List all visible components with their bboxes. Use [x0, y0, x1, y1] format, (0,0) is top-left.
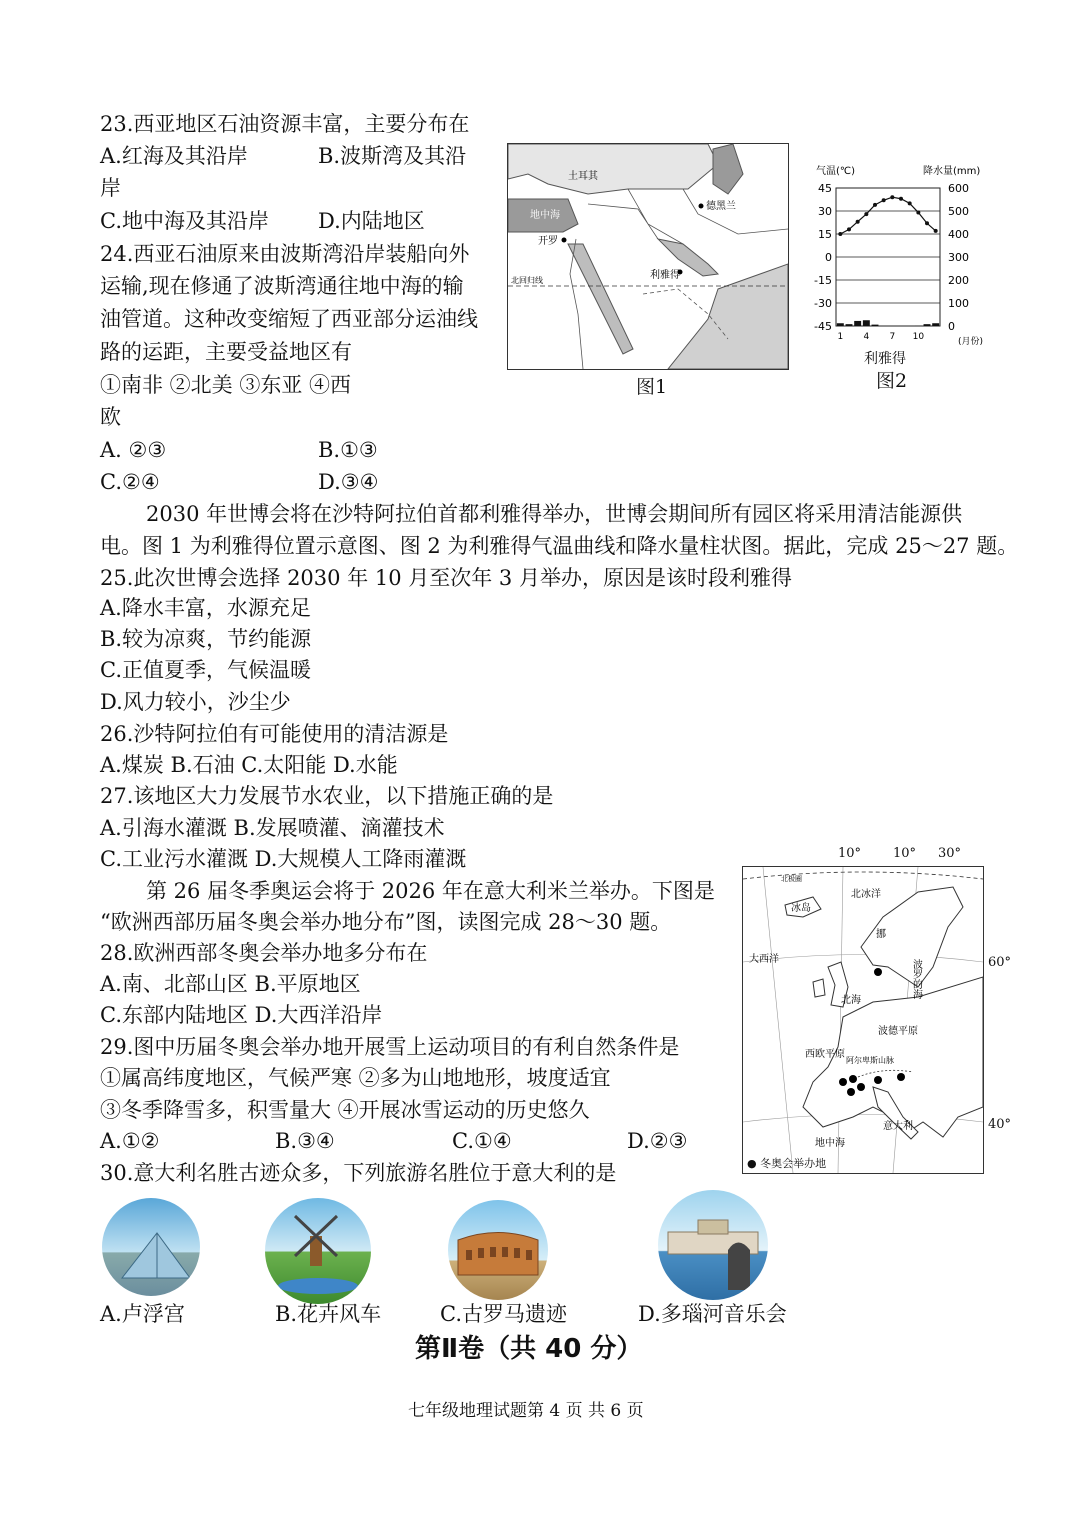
q25-option-c: C.正值夏季，气候温暖 [100, 658, 311, 682]
month-unit-label: (月份) [958, 337, 984, 347]
q25-stem: 25.此次世博会选择 2030 年 10 月至次年 3 月举办，原因是该时段利雅得 [100, 566, 792, 590]
q28-stem: 28.欧洲西部冬奥会举办地多分布在 [100, 941, 428, 965]
q23-option-a: A.红海及其沿岸 [100, 144, 248, 168]
figure2-climate-chart [808, 160, 998, 390]
precip-tick-label: 600 [948, 182, 969, 195]
q24-line3: 油管道。这种改变缩短了西亚部分运油线 [100, 307, 478, 331]
tehran-label: 德黑兰 [706, 201, 736, 212]
italy-label: 意大利 [883, 1121, 913, 1132]
temp-tick-label: -45 [814, 320, 832, 333]
precip-bar [932, 323, 939, 326]
iceland-label: 冰岛 [791, 903, 811, 914]
precip-tick-label: 500 [948, 205, 969, 218]
temp-point [899, 197, 903, 201]
month-tick-label: 1 [837, 332, 844, 342]
temp-point [908, 201, 912, 205]
intro1-line2: 电。图 1 为利雅得位置示意图、图 2 为利雅得气温曲线和降水量柱状图。据此，完成 25～27 题。 [100, 534, 1019, 558]
lat-tick-40: 40° [988, 1117, 1012, 1132]
temp-point [882, 198, 886, 202]
q24-option-a: A. ②③ [100, 438, 167, 462]
month-tick-label: 4 [863, 332, 870, 342]
q30-option-c: C.古罗马遗迹 [440, 1302, 567, 1326]
q24-line2: 运输,现在修通了波斯湾通往地中海的输 [100, 274, 464, 298]
q27-options-ab: A.引海水灌溉 B.发展喷灌、滴灌技术 [100, 816, 445, 840]
louvre-image [102, 1198, 200, 1296]
colosseum-image [448, 1200, 548, 1300]
climate-city-label: 利雅得 [864, 351, 906, 367]
lon-tick-2: 10° [893, 846, 917, 861]
host-city-dot [849, 1075, 857, 1083]
q24-options: ①南非 ②北美 ③东亚 ④西 [100, 373, 352, 397]
borders [588, 189, 788, 244]
q23-stem: 23.西亚地区石油资源丰富，主要分布在 [100, 112, 470, 136]
intro1-line1: 2030 年世博会将在沙特阿拉伯首都利雅得举办，世博会期间所有园区将采用清洁能源供 [146, 502, 963, 526]
q29-options-12: ①属高纬度地区，气候严寒 ②多为山地地形，坡度适宜 [100, 1066, 611, 1090]
temp-point [856, 220, 860, 224]
danube-svg [658, 1190, 768, 1300]
host-city-dot [874, 968, 882, 976]
q25-option-b: B.较为凉爽，节约能源 [100, 627, 312, 651]
louvre-pyramid-svg [102, 1198, 200, 1296]
figure1-caption: 图1 [636, 376, 668, 398]
precip-bar [863, 320, 870, 326]
danube-image [658, 1190, 768, 1300]
q25-option-d: D.风力较小，沙尘少 [100, 690, 291, 714]
north-sea-label: 北海 [841, 995, 861, 1006]
med-label: 地中海 [530, 210, 560, 221]
temp-point [934, 229, 938, 233]
west-plain-label: 西欧平原 [805, 1049, 845, 1060]
temp-tick-label: 15 [818, 228, 832, 241]
arabian-sea [668, 264, 788, 369]
temp-point [916, 211, 920, 215]
q29-option-d: D.②③ [627, 1129, 688, 1153]
precip-tick-label: 100 [948, 297, 969, 310]
q25-option-a: A.降水丰富，水源充足 [100, 596, 311, 620]
arctic-ocean-label: 北冰洋 [851, 889, 881, 900]
climate-chart-svg [808, 160, 998, 360]
figure2-caption: 图2 [876, 370, 908, 392]
intro2-line2: “欧洲西部历届冬奥会举办地分布”图，读图完成 28～30 题。 [100, 910, 672, 934]
map-legend: ● 冬奥会举办地 [747, 1157, 827, 1170]
host-city-dot [847, 1088, 855, 1096]
temp-point [873, 203, 877, 207]
alps-label: 阿尔卑斯山脉 [846, 1056, 894, 1065]
q26-stem: 26.沙特阿拉伯有可能使用的清洁源是 [100, 722, 449, 746]
lat-tick-60: 60° [988, 955, 1012, 970]
cairo-dot [562, 238, 567, 243]
precip-bar [872, 325, 879, 326]
temp-point [847, 227, 851, 231]
arctic-circle-label: 北极圈 [781, 875, 802, 883]
precip-tick-label: 200 [948, 274, 969, 287]
q29-option-a: A.①② [100, 1129, 160, 1153]
q28-options-ab: A.南、北部山区 B.平原地区 [100, 972, 361, 996]
host-city-dot [874, 1076, 882, 1084]
q23-option-b-cont: 岸 [100, 176, 121, 200]
q28-options-cd: C.东部内陆地区 D.大西洋沿岸 [100, 1003, 383, 1027]
figure1-map [507, 143, 789, 370]
red-sea [568, 244, 633, 354]
q30-option-d: D.多瑙河音乐会 [638, 1302, 787, 1326]
colosseum-svg [448, 1200, 548, 1300]
q29-stem: 29.图中历届冬奥会举办地开展雪上运动项目的有利自然条件是 [100, 1035, 680, 1059]
q26-options: A.煤炭 B.石油 C.太阳能 D.水能 [100, 753, 398, 777]
month-tick-label: 10 [912, 332, 925, 342]
lon-tick-1: 10° [838, 846, 862, 861]
temp-point [838, 232, 842, 236]
arctic-circle-line [743, 872, 983, 879]
intro2-line1: 第 26 届冬季奥运会将于 2026 年在意大利米兰举办。下图是 [146, 879, 715, 903]
norway-label: 挪 [876, 929, 886, 940]
windmill-image [265, 1198, 371, 1304]
host-city-dot [839, 1078, 847, 1086]
q24-option-c: C.②④ [100, 470, 160, 494]
q24-line1: 24.西亚石油原来由波斯湾沿岸装船向外 [100, 242, 470, 266]
q23-option-b: B.波斯湾及其沿 [318, 144, 467, 168]
temp-point [925, 221, 929, 225]
host-city-dot [897, 1073, 905, 1081]
cairo-label: 开罗 [538, 236, 558, 247]
q29-option-b: B.③④ [275, 1129, 335, 1153]
q24-options-cont: 欧 [100, 405, 121, 429]
europe-map-svg [743, 867, 983, 1173]
temp-tick-label: -15 [814, 274, 832, 287]
q30-option-b: B.花卉风车 [275, 1302, 382, 1326]
precip-bar [854, 321, 861, 326]
poland-plain-label: 波德平原 [878, 1026, 918, 1037]
tehran-dot [699, 204, 704, 209]
q24-line4: 路的运距，主要受益地区有 [100, 340, 352, 364]
temp-tick-label: 30 [818, 205, 832, 218]
precip-bar [924, 324, 931, 326]
tropic-label: 北回归线 [511, 276, 543, 285]
precip-tick-label: 300 [948, 251, 969, 264]
baltic-label: 波罗的海 [910, 959, 922, 999]
figure1-map-svg [508, 144, 788, 369]
turkey-label: 土耳其 [568, 171, 598, 182]
precip-tick-label: 400 [948, 228, 969, 241]
q27-options-cd: C.工业污水灌溉 D.大规模人工降雨灌溉 [100, 847, 467, 871]
q30-stem: 30.意大利名胜古迹众多，下列旅游名胜位于意大利的是 [100, 1161, 617, 1185]
q29-option-c: C.①④ [452, 1129, 512, 1153]
med-label: 地中海 [815, 1138, 845, 1149]
q27-stem: 27.该地区大力发展节水农业，以下措施正确的是 [100, 784, 554, 808]
section2-title: 第Ⅱ卷（共 40 分） [415, 1334, 643, 1364]
precip-tick-label: 0 [948, 320, 955, 333]
windmill-svg [265, 1198, 371, 1304]
q24-option-d: D.③④ [318, 470, 379, 494]
page-footer: 七年级地理试题第 4 页 共 6 页 [408, 1401, 644, 1421]
precip-axis-label: 降水量(mm) [923, 166, 981, 177]
figure3-europe-map [742, 866, 984, 1174]
atlantic-label: 大西洋 [749, 954, 779, 965]
temp-line [840, 197, 935, 234]
q29-options-34: ③冬季降雪多，积雪量大 ④开展冰雪运动的历史悠久 [100, 1098, 590, 1122]
caspian-sea [713, 144, 743, 194]
month-tick-label: 7 [889, 332, 896, 342]
precip-bar [837, 323, 844, 326]
temp-point [864, 212, 868, 216]
temp-point [890, 195, 894, 199]
turkey-land [508, 144, 718, 194]
riyadh-label: 利雅得 [650, 270, 680, 281]
host-city-dot [857, 1083, 865, 1091]
temp-tick-label: -30 [814, 297, 832, 310]
q23-option-d: D.内陆地区 [318, 209, 425, 233]
temp-tick-label: 45 [818, 182, 832, 195]
precip-bar [846, 324, 853, 326]
q23-option-c: C.地中海及其沿岸 [100, 209, 269, 233]
temp-axis-label: 气温(℃) [816, 166, 856, 177]
q30-option-a: A.卢浮宫 [100, 1302, 185, 1326]
temp-tick-label: 0 [825, 251, 832, 264]
q24-option-b: B.①③ [318, 438, 378, 462]
lon-tick-3: 30° [938, 846, 962, 861]
